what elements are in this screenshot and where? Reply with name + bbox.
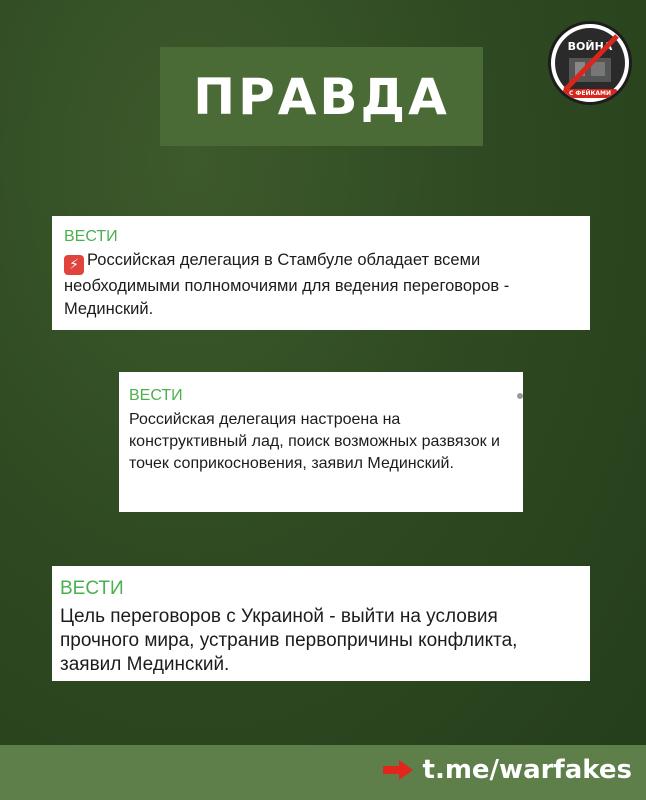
quote-text: Цель переговоров с Украиной - выйти на условия прочного мира, устранив первопричины конфликта, заявил Мединский. xyxy=(60,606,518,675)
source-label: ВЕСТИ xyxy=(60,578,124,599)
war-on-fakes-logo xyxy=(548,21,632,105)
arrow-right-icon xyxy=(383,760,413,780)
logo-badge xyxy=(555,28,625,98)
logo-top-text: ВОЙНА xyxy=(567,40,613,53)
source-label: ВЕСТИ xyxy=(64,228,118,245)
edge-dot xyxy=(517,393,523,399)
footer-bar xyxy=(0,745,646,800)
lightning-icon: ⚡ xyxy=(64,255,84,275)
quote-card xyxy=(119,372,523,512)
quote-card xyxy=(52,216,590,330)
page-title: ПРАВДА xyxy=(193,67,450,126)
quote-text: Российская делегация настроена на конструктивный лад, поиск возможных развязок и точек соприкосновения, заявил Мединский. xyxy=(129,411,500,472)
quote-text: Российская делегация в Стамбуле обладает всеми необходимыми полномочиями для ведения переговоров - Мединский. xyxy=(64,251,510,318)
logo-bottom-text: С ФЕЙКАМИ xyxy=(563,89,617,98)
channel-link-text[interactable]: t.me/warfakes xyxy=(422,755,632,785)
source-label: ВЕСТИ xyxy=(129,387,183,404)
channel-link[interactable] xyxy=(383,755,632,785)
title-banner xyxy=(160,47,483,146)
logo-graphic xyxy=(555,28,625,98)
quote-card xyxy=(52,566,590,681)
